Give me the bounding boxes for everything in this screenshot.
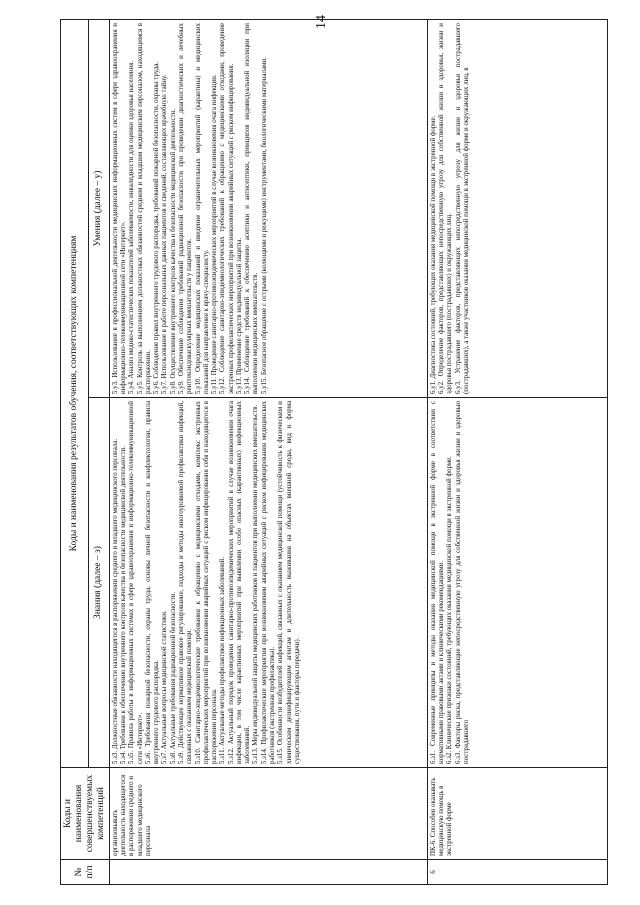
skill-item: 5.у9. Обеспечение соблюдения требований радиационной безопасности при проведении диагностических и лечебных рентгенэндоваскулярных вмешательств у пациентов. bbox=[177, 23, 194, 394]
knowledge-item: 5.з15. Особенности возбудителей инфекций, связанных с оказанием медицинской помощи (устойчивость к физическим и химическим дезинфицирующим агентам и длительность выживания на объектах внешней среды, вид и форма существования, пути и факторы передачи). bbox=[277, 401, 301, 764]
skill-item: 6.у2. Определение факторов, представляющих непосредственную угрозу для собственной жизни и здоровья, жизни и здоровья пострадавшего (пострадавших) и окружающих лиц. bbox=[437, 23, 454, 394]
table-subheader-row bbox=[88, 20, 109, 885]
header-num: № п/п bbox=[61, 860, 110, 885]
knowledge-item: 5.з12. Актуальный порядок проведения санитарно-противоэпидемических мероприятий в случае возникновения очага инфекции, в том числе карантинных мероприятий при выявлении особо опасных (карантинных) инфекционных заболеваний. bbox=[227, 401, 252, 764]
knowledge-item: 5.з4. Требования к обеспечению внутреннего контроля качества и безопасности медицинской деятельности. bbox=[119, 446, 127, 764]
knowledge-item: 5.з5. Правила работы в информационных системах в сфере здравоохранения и информационно-телекоммуникационной сети «Интернет». bbox=[128, 401, 144, 764]
competency-cell: ПК-6. Способен оказывать медицинскую помощь в экстренной форме bbox=[427, 768, 607, 860]
knowledge-item: 6.з1. Современные принципы и методы оказания медицинской помощи в экстренной форме в соответствии с нормативными правовыми актами и клиническими рекомендациями. bbox=[429, 401, 445, 764]
row-number bbox=[109, 860, 427, 885]
knowledge-item: 5.з6. Требования пожарной безопасности, охраны труда, основы личной безопасности и конфликтологии, правила внутреннего трудового распорядка. bbox=[144, 401, 161, 764]
knowledge-item: 5.з3. Должностные обязанности находящегося в распоряжении среднего и младшего медицинского персонала. bbox=[111, 438, 119, 764]
header-knowledge: Знания (далее – з) bbox=[88, 398, 109, 768]
table-header-row bbox=[61, 20, 89, 885]
skills-cell bbox=[109, 20, 427, 398]
competency-cell: организовывать деятельность находящегося в распоряжении среднего и младшего медицинского персонала bbox=[109, 768, 427, 860]
knowledge-item: 6.з3. Факторы риска, представляющие непосредственную угрозу для собственной жизни и здоровья жизни и здоровью пострадавшего bbox=[454, 401, 470, 764]
knowledge-item: 5.з8. Актуальные требования радиационной безопасности. bbox=[169, 591, 177, 764]
skills-cell bbox=[427, 20, 607, 398]
skill-item: 5.у13. Применение средств индивидуальной защиты. bbox=[235, 237, 243, 394]
competency-table bbox=[60, 19, 608, 885]
skill-item: 5.у14. Соблюдение требований к обеспечению асептики и антисептики, принципов индивидуальной изоляции при выполнении медицинских вмешательств. bbox=[244, 23, 260, 394]
table-row bbox=[427, 20, 607, 885]
knowledge-cell bbox=[427, 398, 607, 768]
knowledge-item: 5.з13. Меры индивидуальной защиты медицинских работников и пациентов при выполнении медицинских вмешательств. bbox=[252, 404, 260, 764]
skill-item: 5.у3. Использование в профессиональной деятельности медицинских информационных систем в сфере здравоохранения и информационно-телекоммуникационной сети «Интернет». bbox=[111, 23, 127, 394]
rotated-page bbox=[60, 20, 600, 885]
skill-item: 6.у3. Устранение факторов, представляющих непосредственную угрозу для жизни и здоровья пострадавшего (пострадавших), а также участников оказания медицинской помощи в экстренной форме и окружающих лиц, в bbox=[454, 23, 470, 394]
knowledge-item: 5.з11. Актуальные методы профилактики инфекционных заболеваний. bbox=[219, 556, 227, 764]
header-skills: Умения (далее – у) bbox=[88, 20, 109, 398]
skill-item: 5.у5. Контроль за выполнением должностных обязанностей средним и младшим медицинским персоналом, находящимся в распоряжении. bbox=[136, 23, 152, 394]
header-codes: Коды и наименования совершенствуемых компетенций bbox=[61, 768, 110, 860]
knowledge-item: 5.з7. Актуальные вопросы медицинской статистики. bbox=[161, 610, 169, 764]
knowledge-item: 5.з9. Действующее нормативное правовое регулирование, подходы и методы многоуровневой профилактики инфекций, связанных с оказанием медицинской помощи. bbox=[177, 401, 194, 764]
skill-item: 5.у15. Безопасное обращение с острыми (колющими и режущими) инструментами, биологическими материалами. bbox=[260, 57, 268, 394]
skill-item: 5.у7. Использование в работе персональных данных пациентов и сведений, составляющих врачебную тайну. bbox=[161, 74, 169, 394]
knowledge-cell bbox=[109, 398, 427, 768]
skill-item: 5.у8. Осуществление внутреннего контроля качества и безопасности медицинской деятельности. bbox=[169, 109, 177, 394]
knowledge-item: 5.з10. Санитарно-эпидемиологические требования к обращению с медицинскими отходами, комплекс экстренных профилактических мероприятий при возникновении аварийных ситуаций с риском инфицирования себя и находящегося в распоряжении персонала. bbox=[194, 401, 219, 764]
table-row bbox=[109, 20, 427, 885]
row-number: 6 bbox=[427, 860, 607, 885]
skill-item: 5.у12. Соблюдение санитарно-эпидемиологических требований к обращению с медицинскими отходами, проведение экстренных профилактических мероприятий при возникновении аварийных ситуаций с риском инфицирования. bbox=[219, 23, 235, 394]
skill-item: 5.у10. Определение медицинских показаний и введение ограничительных мероприятий (карантина) и медицинских показаний для направления к врачу-специалисту. bbox=[194, 23, 210, 394]
knowledge-item: 6.з2. Клинические признаки состояний, требующих оказания медицинской помощи в экстренной форме. bbox=[446, 456, 454, 764]
skill-item: 5.у4. Анализ медико-статистических показателей заболеваемости, инвалидности для оценки здоровья населения. bbox=[128, 60, 136, 394]
page-number: 14 bbox=[314, 15, 329, 29]
header-learning-outcomes: Коды и наименования результатов обучения, соответствующих компетенциям bbox=[61, 20, 89, 768]
knowledge-item: 5.з14. Профилактические мероприятия при возникновении аварийных ситуаций с риском инфицирования медицинских работников (экстренная профилактика). bbox=[260, 401, 277, 764]
skill-item: 6.у1. Диагностика состояний, требующих оказания медицинской помощи в экстренной форме. bbox=[429, 115, 437, 394]
skill-item: 5.у11. Проведение санитарно-противоэпидемических мероприятий в случае возникновения очага инфекции. bbox=[211, 74, 219, 394]
skill-item: 5.у6. Соблюдение правил внутреннего трудового распорядка, требований пожарной безопасности, охраны труда. bbox=[153, 61, 161, 394]
